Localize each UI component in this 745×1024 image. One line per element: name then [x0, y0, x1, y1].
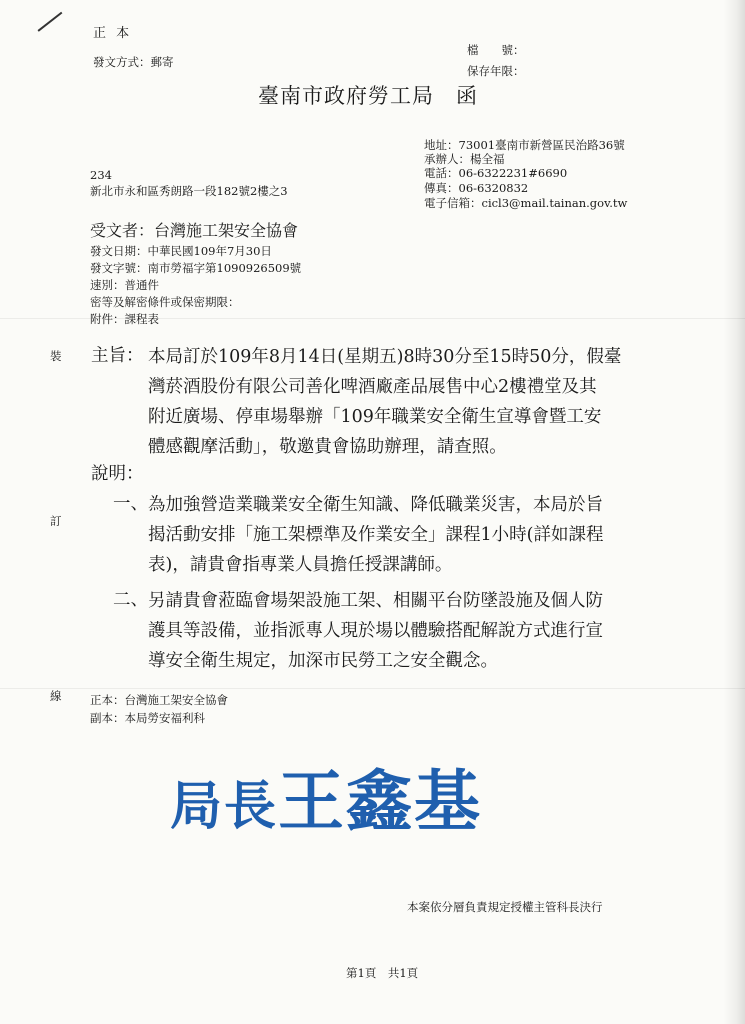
item-number: 一、	[113, 494, 148, 514]
explanation-label: 說明：	[91, 464, 144, 484]
recipient-address: 新北市永和區秀朗路一段182號2樓之3	[90, 184, 288, 198]
document-number: 發文字號：南市勞福字第1090926509號	[90, 261, 302, 275]
page-info: 第1頁 共1頁	[346, 966, 419, 980]
distribution-copy: 副本：本局勞安福利科	[90, 711, 205, 725]
seal-title: 局長	[170, 777, 279, 837]
margin-mark-bind: 裝	[50, 349, 62, 363]
seal-name: 王鑫基	[278, 763, 483, 840]
item-line: 護具等設備，並指派專人現於場以體驗搭配解說方式進行宣	[148, 621, 603, 641]
item-line: 表)，請貴會指專業人員擔任授課講師。	[148, 555, 453, 575]
send-method: 發文方式：郵寄	[93, 55, 174, 69]
sender-fax: 傳真：06-6320832	[424, 181, 529, 195]
copy-type-label: 正 本	[93, 26, 133, 41]
sender-email: 電子信箱：cicl3@mail.tainan.gov.tw	[424, 196, 628, 210]
subject-line: 體感觀摩活動」，敬邀貴會協助辦理，請查照。	[148, 437, 507, 457]
item-line: 另請貴會蒞臨會場架設施工架、相關平台防墜設施及個人防	[148, 591, 603, 611]
subject-line: 本局訂於109年8月14日(星期五)8時30分至15時50分，假臺	[148, 347, 622, 367]
subject-line: 灣菸酒股份有限公司善化啤酒廠產品展售中心2樓禮堂及其	[148, 377, 597, 397]
subject-line: 附近廣場、停車場舉辦「109年職業安全衛生宣導會暨工安	[148, 407, 602, 427]
margin-mark-staple: 訂	[50, 514, 62, 528]
distribution-original: 正本：台灣施工架安全協會	[90, 693, 228, 707]
item-line: 導安全衛生規定，加深市民勞工之安全觀念。	[148, 651, 498, 671]
security-level: 密等及解密條件或保密期限：	[90, 295, 240, 309]
fold-line	[0, 688, 745, 689]
explanation-item-2	[148, 586, 603, 676]
director-seal	[170, 748, 482, 843]
subject-label: 主旨：	[91, 346, 144, 366]
margin-mark-line: 線	[50, 689, 62, 703]
item-number: 二、	[113, 590, 148, 610]
explanation-item-1	[148, 490, 603, 580]
paper-edge-shadow	[723, 0, 745, 1024]
delivery-speed: 速別：普通件	[90, 278, 159, 292]
sender-phone: 電話：06-6322231#6690	[424, 166, 568, 180]
file-number-label: 檔 號：	[467, 43, 525, 57]
recipient-name: 受文者：台灣施工架安全協會	[90, 221, 299, 240]
attachment: 附件：課程表	[90, 312, 159, 326]
authorization-note: 本案依分層負責規定授權主管科長決行	[407, 900, 603, 914]
sender-handler: 承辦人：楊全福	[424, 152, 505, 166]
subject-body	[148, 342, 621, 462]
issue-date: 發文日期：中華民國109年7月30日	[90, 244, 272, 258]
recipient-postal-code: 234	[90, 168, 112, 182]
item-line: 揭活動安排「施工架標準及作業安全」課程1小時(詳如課程	[148, 525, 604, 545]
document-title: 臺南市政府勞工局 函	[258, 84, 478, 108]
retention-label: 保存年限：	[467, 64, 525, 78]
item-line: 為加強營造業職業安全衛生知識、降低職業災害，本局於旨	[148, 495, 603, 515]
sender-address: 地址：73001臺南市新營區民治路36號	[424, 138, 625, 152]
pen-mark	[38, 12, 63, 32]
